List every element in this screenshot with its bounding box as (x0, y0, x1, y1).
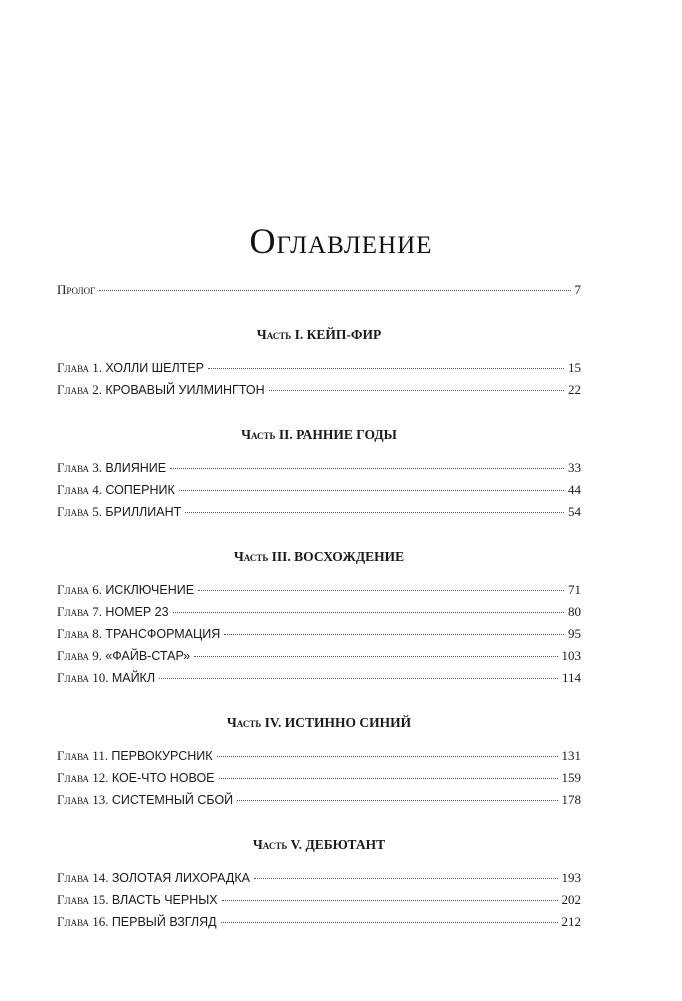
chapter-label: Глава 16. (57, 914, 109, 929)
entry-label (57, 870, 250, 886)
chapter-label: Глава 9. (57, 648, 103, 663)
page-number: 212 (561, 914, 581, 929)
entry-label (57, 460, 166, 476)
toc-entry (57, 504, 581, 526)
dot-leader (185, 512, 564, 513)
dot-leader (99, 290, 570, 291)
part-heading (57, 546, 581, 568)
spacer (57, 446, 581, 460)
chapter-name: НОМЕР 23 (105, 605, 169, 619)
chapter-label: Глава 10. (57, 670, 109, 685)
chapter-name: ПЕРВЫЙ ВЗГЛЯД (111, 915, 217, 929)
chapter-label: Глава 15. (57, 892, 109, 907)
spacer (57, 692, 581, 712)
toc-entry (57, 748, 581, 770)
dot-leader (269, 390, 564, 391)
toc-entry (57, 382, 581, 404)
part-label: Часть II. (241, 427, 293, 442)
toc-entry (57, 870, 581, 892)
dot-leader (221, 922, 558, 923)
entry-label (57, 892, 218, 908)
page-number: 33 (568, 460, 581, 475)
entry-label (57, 792, 233, 808)
page-number: 54 (568, 504, 581, 519)
chapter-label: Глава 6. (57, 582, 103, 597)
part-name: ИСТИННО СИНИЙ (284, 715, 412, 730)
entry-label (57, 770, 215, 786)
chapter-name: «ФАЙВ-СТАР» (105, 649, 191, 663)
toc-entry-prologue (57, 282, 581, 304)
dot-leader (219, 778, 558, 779)
chapter-name: ИСКЛЮЧЕНИЕ (105, 583, 195, 597)
page-number: 159 (561, 770, 581, 785)
toc-entry (57, 770, 581, 792)
chapter-name: ВЛАСТЬ ЧЕРНЫХ (111, 893, 218, 907)
chapter-label: Глава 4. (57, 482, 103, 497)
chapter-label: Глава 13. (57, 792, 109, 807)
page-number: 103 (561, 648, 581, 663)
spacer (57, 304, 581, 324)
table-of-contents (57, 282, 581, 936)
chapter-label: Глава 5. (57, 504, 103, 519)
part-label: Часть I. (256, 327, 304, 342)
page-title: Оглавление (249, 221, 433, 261)
toc-entry (57, 670, 581, 692)
entry-label: Пролог (57, 282, 96, 297)
toc-entry (57, 360, 581, 382)
toc-entry (57, 482, 581, 504)
dot-leader (222, 900, 558, 901)
page-number: 44 (568, 482, 581, 497)
chapter-name: СОПЕРНИК (105, 483, 175, 497)
dot-leader (159, 678, 558, 679)
spacer (57, 346, 581, 360)
entry-label (57, 582, 194, 598)
chapter-name: ХОЛЛИ ШЕЛТЕР (105, 361, 204, 375)
entry-label (57, 382, 265, 398)
chapter-name: КРОВАВЫЙ УИЛМИНГТОН (105, 383, 265, 397)
toc-entry (57, 792, 581, 814)
entry-label (57, 670, 155, 686)
toc-entry (57, 460, 581, 482)
chapter-label: Глава 1. (57, 360, 103, 375)
page-number: 15 (568, 360, 581, 375)
part-heading (57, 834, 581, 856)
page-number: 22 (568, 382, 581, 397)
part-name: РАННИЕ ГОДЫ (296, 427, 397, 442)
chapter-label: Глава 14. (57, 870, 109, 885)
toc-entry (57, 892, 581, 914)
part-label: Часть IV. (226, 715, 282, 730)
spacer (57, 734, 581, 748)
chapter-label: Глава 12. (57, 770, 109, 785)
page-number: 193 (561, 870, 581, 885)
entry-label (57, 648, 190, 664)
chapter-name: БРИЛЛИАНТ (105, 505, 182, 519)
toc-entry (57, 648, 581, 670)
chapter-name: ЗОЛОТАЯ ЛИХОРАДКА (111, 871, 250, 885)
dot-leader (224, 634, 564, 635)
part-label: Часть III. (233, 549, 291, 564)
toc-entry (57, 626, 581, 648)
dot-leader (237, 800, 557, 801)
toc-entry (57, 914, 581, 936)
entry-label (57, 360, 204, 376)
entry-label (57, 626, 220, 642)
spacer (57, 568, 581, 582)
dot-leader (173, 612, 564, 613)
part-heading (57, 324, 581, 346)
page-number: 7 (574, 282, 581, 297)
chapter-label: Глава 11. (57, 748, 109, 763)
dot-leader (194, 656, 557, 657)
page-number: 80 (568, 604, 581, 619)
chapter-name: ПЕРВОКУРСНИК (111, 749, 213, 763)
part-label: Часть V. (252, 837, 303, 852)
page-number: 178 (561, 792, 581, 807)
entry-label (57, 482, 175, 498)
entry-label (57, 604, 169, 620)
chapter-name: ТРАНСФОРМАЦИЯ (105, 627, 221, 641)
dot-leader (208, 368, 564, 369)
dot-leader (198, 590, 564, 591)
entry-label (57, 914, 217, 930)
part-heading (57, 712, 581, 734)
dot-leader (179, 490, 564, 491)
dot-leader (254, 878, 558, 879)
chapter-name: СИСТЕМНЫЙ СБОЙ (111, 793, 234, 807)
part-name: ВОСХОЖДЕНИЕ (294, 549, 405, 564)
part-heading (57, 424, 581, 446)
spacer (57, 526, 581, 546)
part-name: ДЕБЮТАНТ (305, 837, 386, 852)
chapter-name: МАЙКЛ (111, 671, 156, 685)
spacer (57, 404, 581, 424)
page-number: 202 (561, 892, 581, 907)
dot-leader (170, 468, 564, 469)
chapter-label: Глава 2. (57, 382, 103, 397)
page-number: 71 (568, 582, 581, 597)
page-number: 95 (568, 626, 581, 641)
chapter-name: ВЛИЯНИЕ (105, 461, 167, 475)
chapter-label: Глава 3. (57, 460, 103, 475)
spacer (57, 856, 581, 870)
toc-entry (57, 604, 581, 626)
entry-label (57, 504, 181, 520)
part-name: КЕЙП-ФИР (306, 327, 382, 342)
toc-entry (57, 582, 581, 604)
dot-leader (217, 756, 558, 757)
page-number: 114 (561, 670, 581, 685)
entry-label (57, 748, 213, 764)
spacer (57, 814, 581, 834)
chapter-label: Глава 8. (57, 626, 103, 641)
chapter-name: КОЕ-ЧТО НОВОЕ (111, 771, 215, 785)
page-number: 131 (561, 748, 581, 763)
chapter-label: Глава 7. (57, 604, 103, 619)
